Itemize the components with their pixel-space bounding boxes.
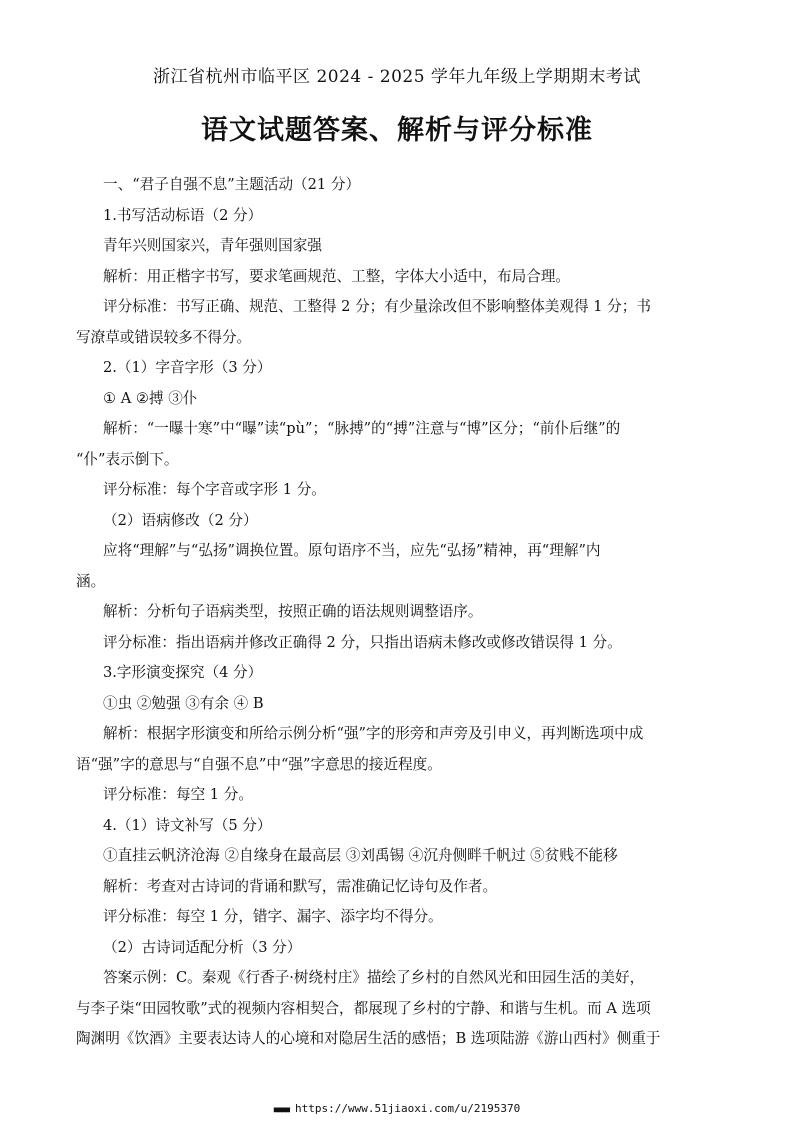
document-title: 语文试题答案、解析与评分标准 — [201, 115, 593, 146]
text-line: 解析：用正楷字书写，要求笔画规范、工整，字体大小适中，布局合理。 — [103, 267, 571, 285]
text-line: （2）古诗词适配分析（3 分） — [103, 938, 302, 956]
text-line: 写潦草或错误较多不得分。 — [76, 328, 252, 346]
text-line: 1.书写活动标语（2 分） — [103, 206, 263, 224]
page-footer — [0, 1102, 794, 1115]
text-line: （2）语病修改（2 分） — [103, 511, 258, 529]
text-line: 评分标准：指出语病并修改正确得 2 分，只指出语病未修改或修改错误得 1 分。 — [103, 633, 622, 651]
text-line: 应将“理解”与“弘扬”调换位置。原句语序不当，应先“弘扬”精神，再“理解”内 — [103, 542, 601, 559]
exam-title: 浙江省杭州市临平区 2024 - 2025 学年九年级上学期期末考试 — [153, 67, 641, 87]
site-logo: ■■■■ — [273, 1104, 290, 1114]
text-line: 解析：考查对古诗词的背诵和默写，需准确记忆诗句及作者。 — [103, 877, 498, 895]
text-line: 评分标准：书写正确、规范、工整得 2 分；有少量涂改但不影响整体美观得 1 分；书 — [103, 298, 651, 315]
text-line: 涵。 — [76, 572, 106, 590]
text-line: 解析：“一曝十寒”中“曝”读“pù”；“脉搏”的“搏”注意与“博”区分；“前仆后继”的 — [103, 420, 621, 437]
text-line: 语“强”字的意思与“自强不息”中“强”字意思的接近程度。 — [76, 755, 442, 773]
text-line: ①直挂云帆济沧海 ②自缘身在最高层 ③刘禹锡 ④沉舟侧畔千帆过 ⑤贫贱不能移 — [103, 847, 618, 864]
text-line: 解析：根据字形演变和所给示例分析“强”字的形旁和声旁及引申义，再判断选项中成 — [103, 725, 644, 742]
text-line: 2.（1）字音字形（3 分） — [103, 359, 272, 376]
text-line: 陶渊明《饮酒》主要表达诗人的心境和对隐居生活的感悟；B 选项陆游《游山西村》侧重于 — [76, 1030, 661, 1047]
text-line: 评分标准：每空 1 分。 — [103, 786, 253, 803]
text-line: 4.（1）诗文补写（5 分） — [103, 816, 272, 834]
source-url-link[interactable]: https://www.51jiaoxi.com/u/2195370 — [295, 1102, 521, 1115]
text-line: 3.字形演变探究（4 分） — [103, 664, 263, 681]
text-line: 评分标准：每个字音或字形 1 分。 — [103, 481, 326, 498]
text-line: ①虫 ②勉强 ③有余 ④ B — [103, 694, 264, 712]
text-line: ① A ②搏 ③仆 — [103, 389, 198, 407]
document-body — [76, 170, 715, 1055]
text-line: 一、“君子自强不息”主题活动（21 分） — [103, 176, 361, 193]
text-line: 解析：分析句子语病类型，按照正确的语法规则调整语序。 — [103, 603, 483, 620]
text-line: 评分标准：每空 1 分，错字、漏字、添字均不得分。 — [103, 908, 443, 925]
text-line: 答案示例：C。秦观《行香子·树绕村庄》描绘了乡村的自然风光和田园生活的美好， — [103, 969, 645, 986]
text-line: 与李子柒“田园牧歌”式的视频内容相契合，都展现了乡村的宁静、和谐与生机。而 A 选项 — [76, 999, 651, 1017]
text-line: “仆”表示倒下。 — [76, 450, 179, 468]
text-line: 青年兴则国家兴，青年强则国家强 — [103, 237, 322, 254]
